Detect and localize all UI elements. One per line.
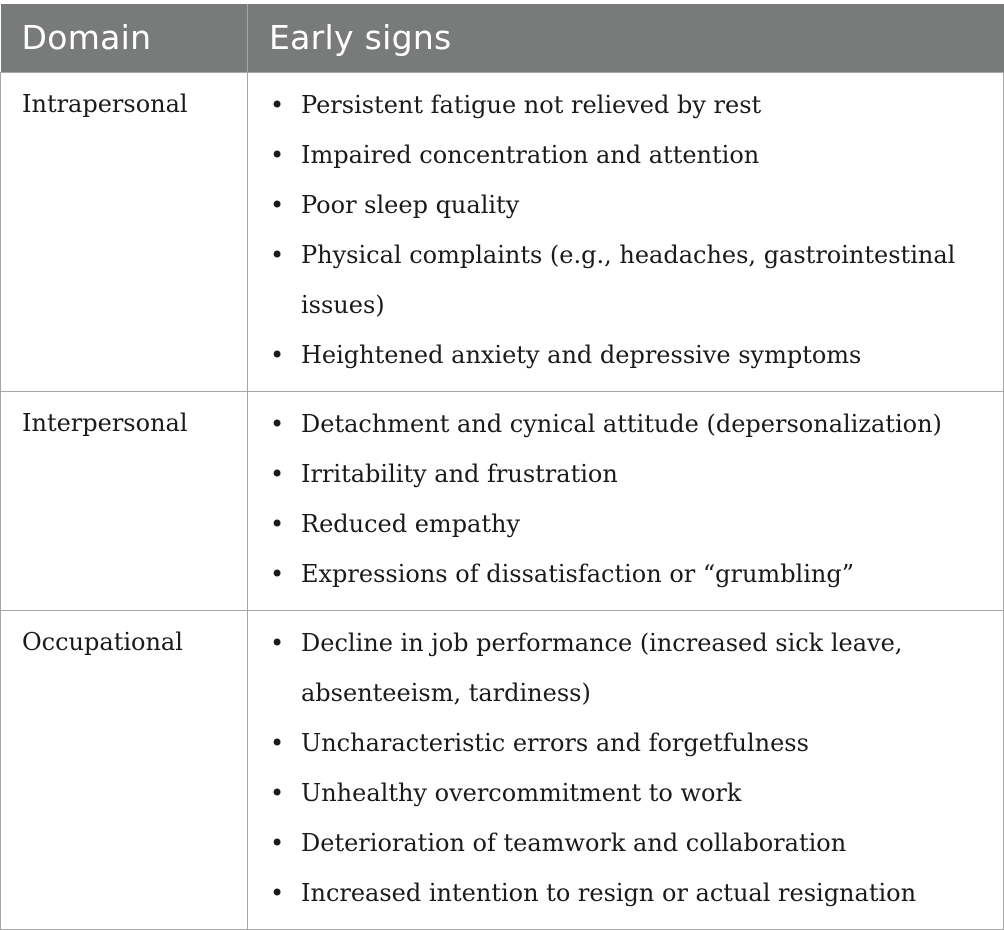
table-row xyxy=(1,391,1004,610)
bullet-icon: • xyxy=(270,728,285,757)
domain-cell: Occupational xyxy=(1,610,248,929)
bullet-icon: • xyxy=(270,90,285,119)
list-item xyxy=(248,818,1003,868)
table-row xyxy=(1,610,1004,929)
list-item xyxy=(248,130,1003,180)
sign-text: Unhealthy overcommitment to work xyxy=(301,778,742,807)
early-signs-cell xyxy=(248,72,1004,391)
early-signs-cell xyxy=(248,391,1004,610)
sign-text: Irritability and frustration xyxy=(301,459,618,488)
signs-list xyxy=(248,618,1003,918)
sign-text: Impaired concentration and attention xyxy=(301,140,760,169)
list-item xyxy=(248,549,1003,599)
bullet-icon: • xyxy=(270,459,285,488)
bullet-icon: • xyxy=(270,628,285,657)
bullet-icon: • xyxy=(270,559,285,588)
bullet-icon: • xyxy=(270,878,285,907)
sign-text: Detachment and cynical attitude (depersonalization) xyxy=(301,409,942,438)
sign-text: Expressions of dissatisfaction or “grumbling” xyxy=(301,559,854,588)
bullet-icon: • xyxy=(270,340,285,369)
header-domain: Domain xyxy=(1,4,248,72)
bullet-icon: • xyxy=(270,778,285,807)
sign-text: Poor sleep quality xyxy=(301,190,520,219)
list-item xyxy=(248,330,1003,380)
table-header xyxy=(1,4,1004,72)
list-item xyxy=(248,499,1003,549)
bullet-icon: • xyxy=(270,240,285,269)
list-item xyxy=(248,718,1003,768)
table-body xyxy=(1,72,1004,929)
sign-text: Heightened anxiety and depressive symptoms xyxy=(301,340,862,369)
sign-text: Increased intention to resign or actual resignation xyxy=(301,878,917,907)
table-row xyxy=(1,72,1004,391)
bullet-icon: • xyxy=(270,190,285,219)
list-item xyxy=(248,80,1003,130)
list-item xyxy=(248,449,1003,499)
signs-list xyxy=(248,80,1003,380)
early-signs-table xyxy=(0,4,1004,930)
header-early-signs: Early signs xyxy=(248,4,1004,72)
sign-text: Persistent fatigue not relieved by rest xyxy=(301,90,762,119)
sign-text: Deterioration of teamwork and collaboration xyxy=(301,828,847,857)
list-item xyxy=(248,868,1003,918)
domain-cell: Intrapersonal xyxy=(1,72,248,391)
list-item xyxy=(248,768,1003,818)
bullet-icon: • xyxy=(270,828,285,857)
list-item xyxy=(248,399,1003,449)
signs-list xyxy=(248,399,1003,599)
sign-text: Uncharacteristic errors and forgetfulness xyxy=(301,728,809,757)
list-item xyxy=(248,180,1003,230)
bullet-icon: • xyxy=(270,509,285,538)
list-item xyxy=(248,618,1003,718)
sign-text: Physical complaints (e.g., headaches, gastrointestinal issues) xyxy=(301,240,956,319)
list-item xyxy=(248,230,1003,330)
header-row xyxy=(1,4,1004,72)
sign-text: Reduced empathy xyxy=(301,509,521,538)
domain-cell: Interpersonal xyxy=(1,391,248,610)
bullet-icon: • xyxy=(270,409,285,438)
bullet-icon: • xyxy=(270,140,285,169)
sign-text: Decline in job performance (increased sick leave, absenteeism, tardiness) xyxy=(301,628,903,707)
early-signs-cell xyxy=(248,610,1004,929)
